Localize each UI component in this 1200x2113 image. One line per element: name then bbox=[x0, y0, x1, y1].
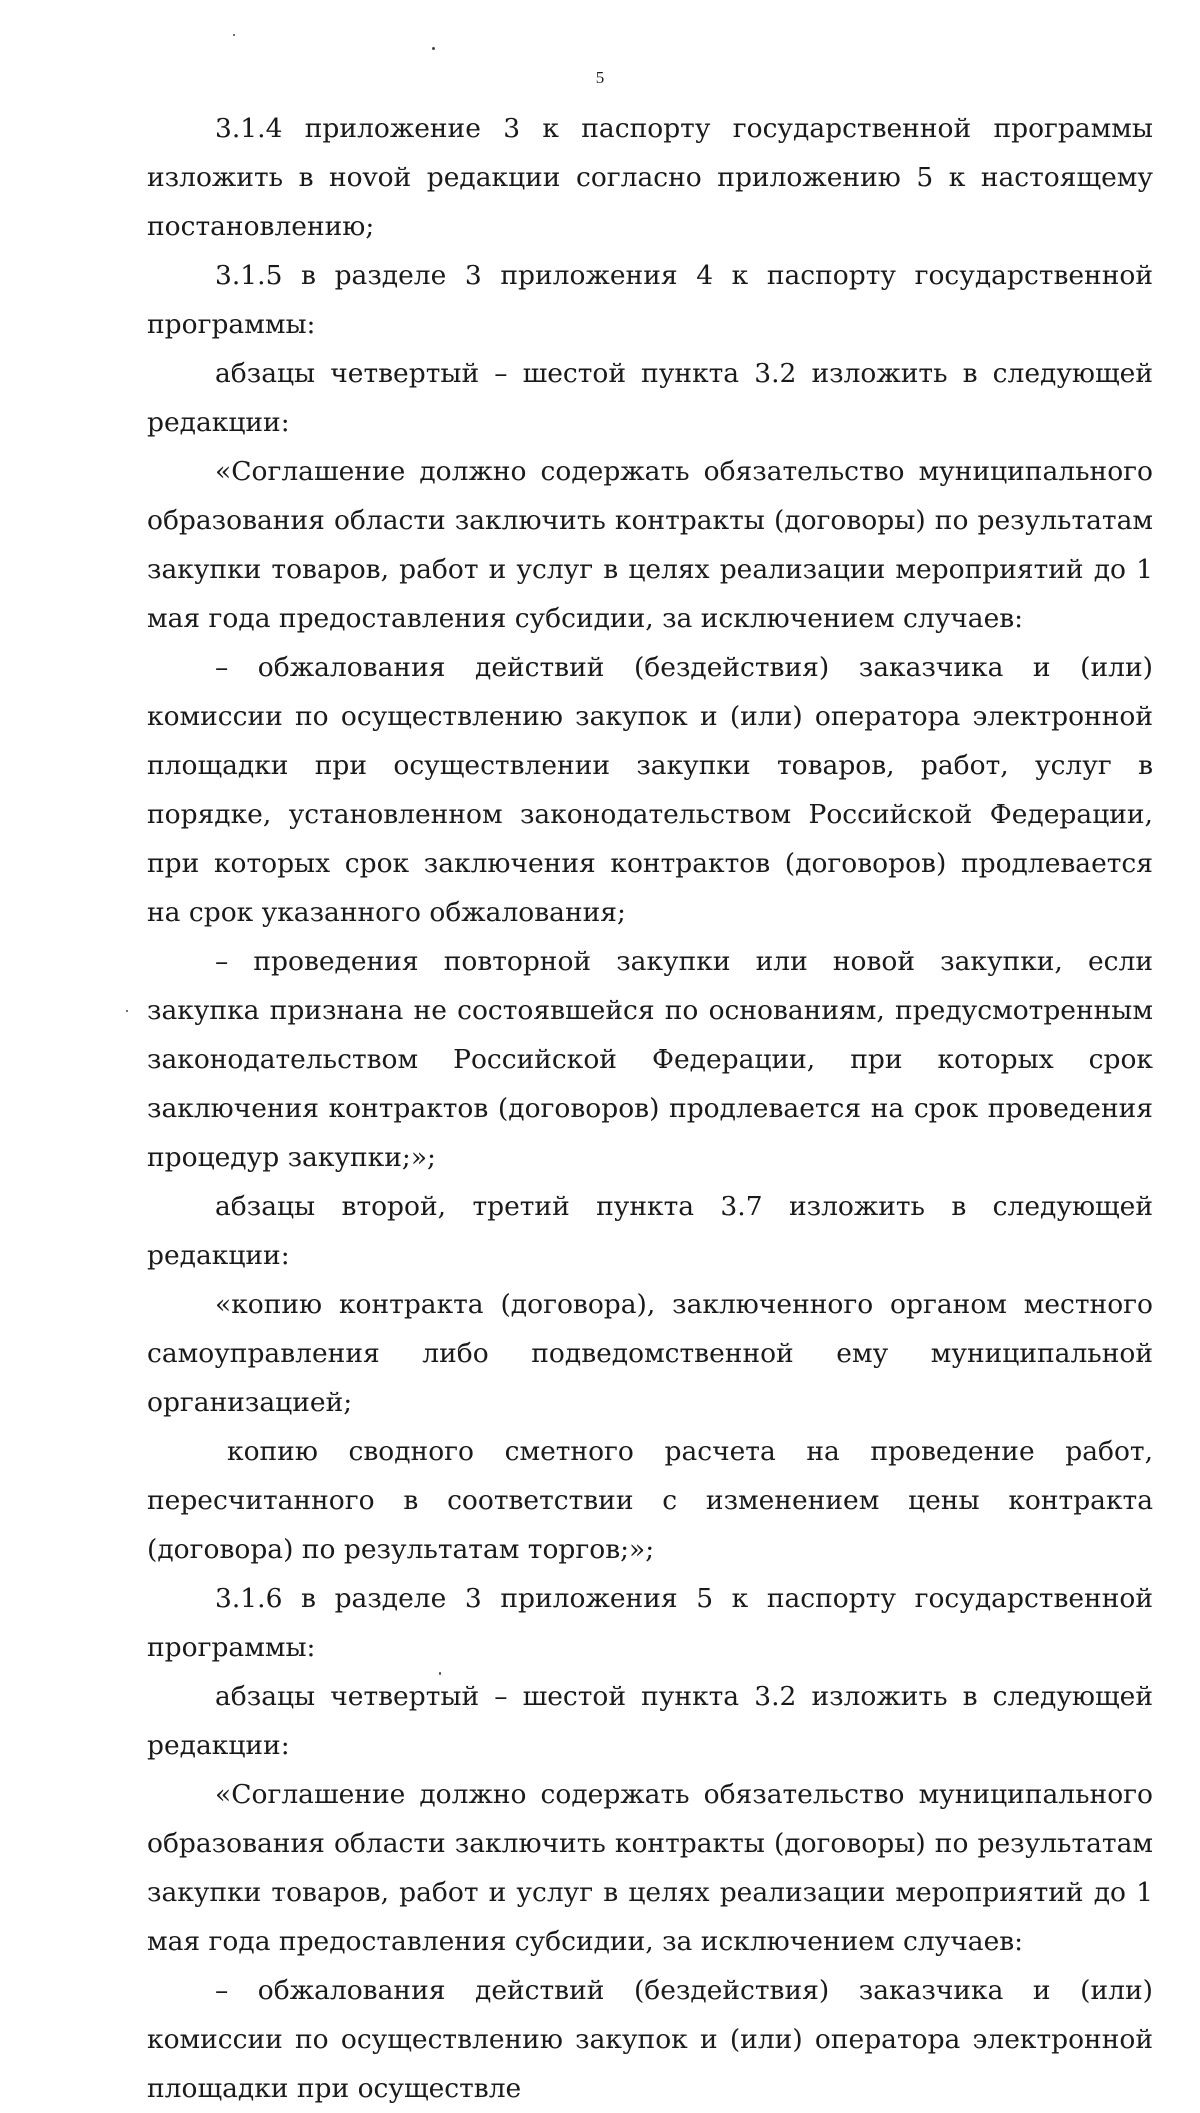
scan-speck bbox=[126, 1010, 128, 1012]
page-number: 5 bbox=[595, 68, 605, 87]
paragraph: 3.1.4 приложение 3 к паспорту государственной программы изложить в ноvой редакции согласно приложению 5 к настоящему постановлению; bbox=[147, 113, 1153, 242]
paragraph: абзацы четвертый – шестой пункта 3.2 изложить в следующей редакции: bbox=[147, 1681, 1153, 1761]
paragraph: абзацы второй, третий пункта 3.7 изложить в следующей редакции: bbox=[147, 1191, 1153, 1271]
scan-speck bbox=[432, 47, 435, 50]
paragraph: «Соглашение должно содержать обязательство муниципального образования области заключить контракты (договоры) по результатам закупки товаров, работ и услуг в целях реализации мероприятий до 1 мая года предоставления субсидии, за исключением случаев: bbox=[147, 1779, 1153, 1957]
paragraph: «Соглашение должно содержать обязательство муниципального образования области заключить контракты (договоры) по результатам закупки товаров, работ и услуг в целях реализации мероприятий до 1 мая года предоставления субсидии, за исключением случаев: bbox=[147, 456, 1153, 634]
document-body bbox=[147, 104, 1153, 2113]
paragraph: – обжалования действий (бездействия) заказчика и (или) комиссии по осуществлению закупок и (или) оператора электронной площадки при осуществлении закупки товаров, работ, услуг в порядке, установленном законодательством Российской Федерации, при которых срок заключения контрактов (договоров) продлевается на срок указанного обжалования; bbox=[147, 652, 1153, 928]
paragraph: – проведения повторной закупки или новой закупки, если закупка признана не состоявшейся по основаниям, предусмотренным законодательством Российской Федерации, при которых срок заключения контрактов (договоров) продлевается на срок проведения процедур закупки;»; bbox=[147, 946, 1153, 1173]
paragraph: копию сводного сметного расчета на проведение работ, пересчитанного в соответствии с изменением цены контракта (договора) по результатам торгов;»; bbox=[147, 1436, 1153, 1565]
scan-speck bbox=[233, 34, 235, 36]
paragraph: 3.1.5 в разделе 3 приложения 4 к паспорту государственной программы: bbox=[147, 260, 1153, 340]
paragraph: «копию контракта (договора), заключенного органом местного самоуправления либо подведомственной ему муниципальной организацией; bbox=[147, 1289, 1153, 1418]
paragraph: 3.1.6 в разделе 3 приложения 5 к паспорту государственной программы: bbox=[147, 1583, 1153, 1663]
paragraph: – обжалования действий (бездействия) заказчика и (или) комиссии по осуществлению закупок и (или) оператора электронной площадки при осуществле bbox=[147, 1975, 1153, 2104]
paragraph: абзацы четвертый – шестой пункта 3.2 изложить в следующей редакции: bbox=[147, 358, 1153, 438]
